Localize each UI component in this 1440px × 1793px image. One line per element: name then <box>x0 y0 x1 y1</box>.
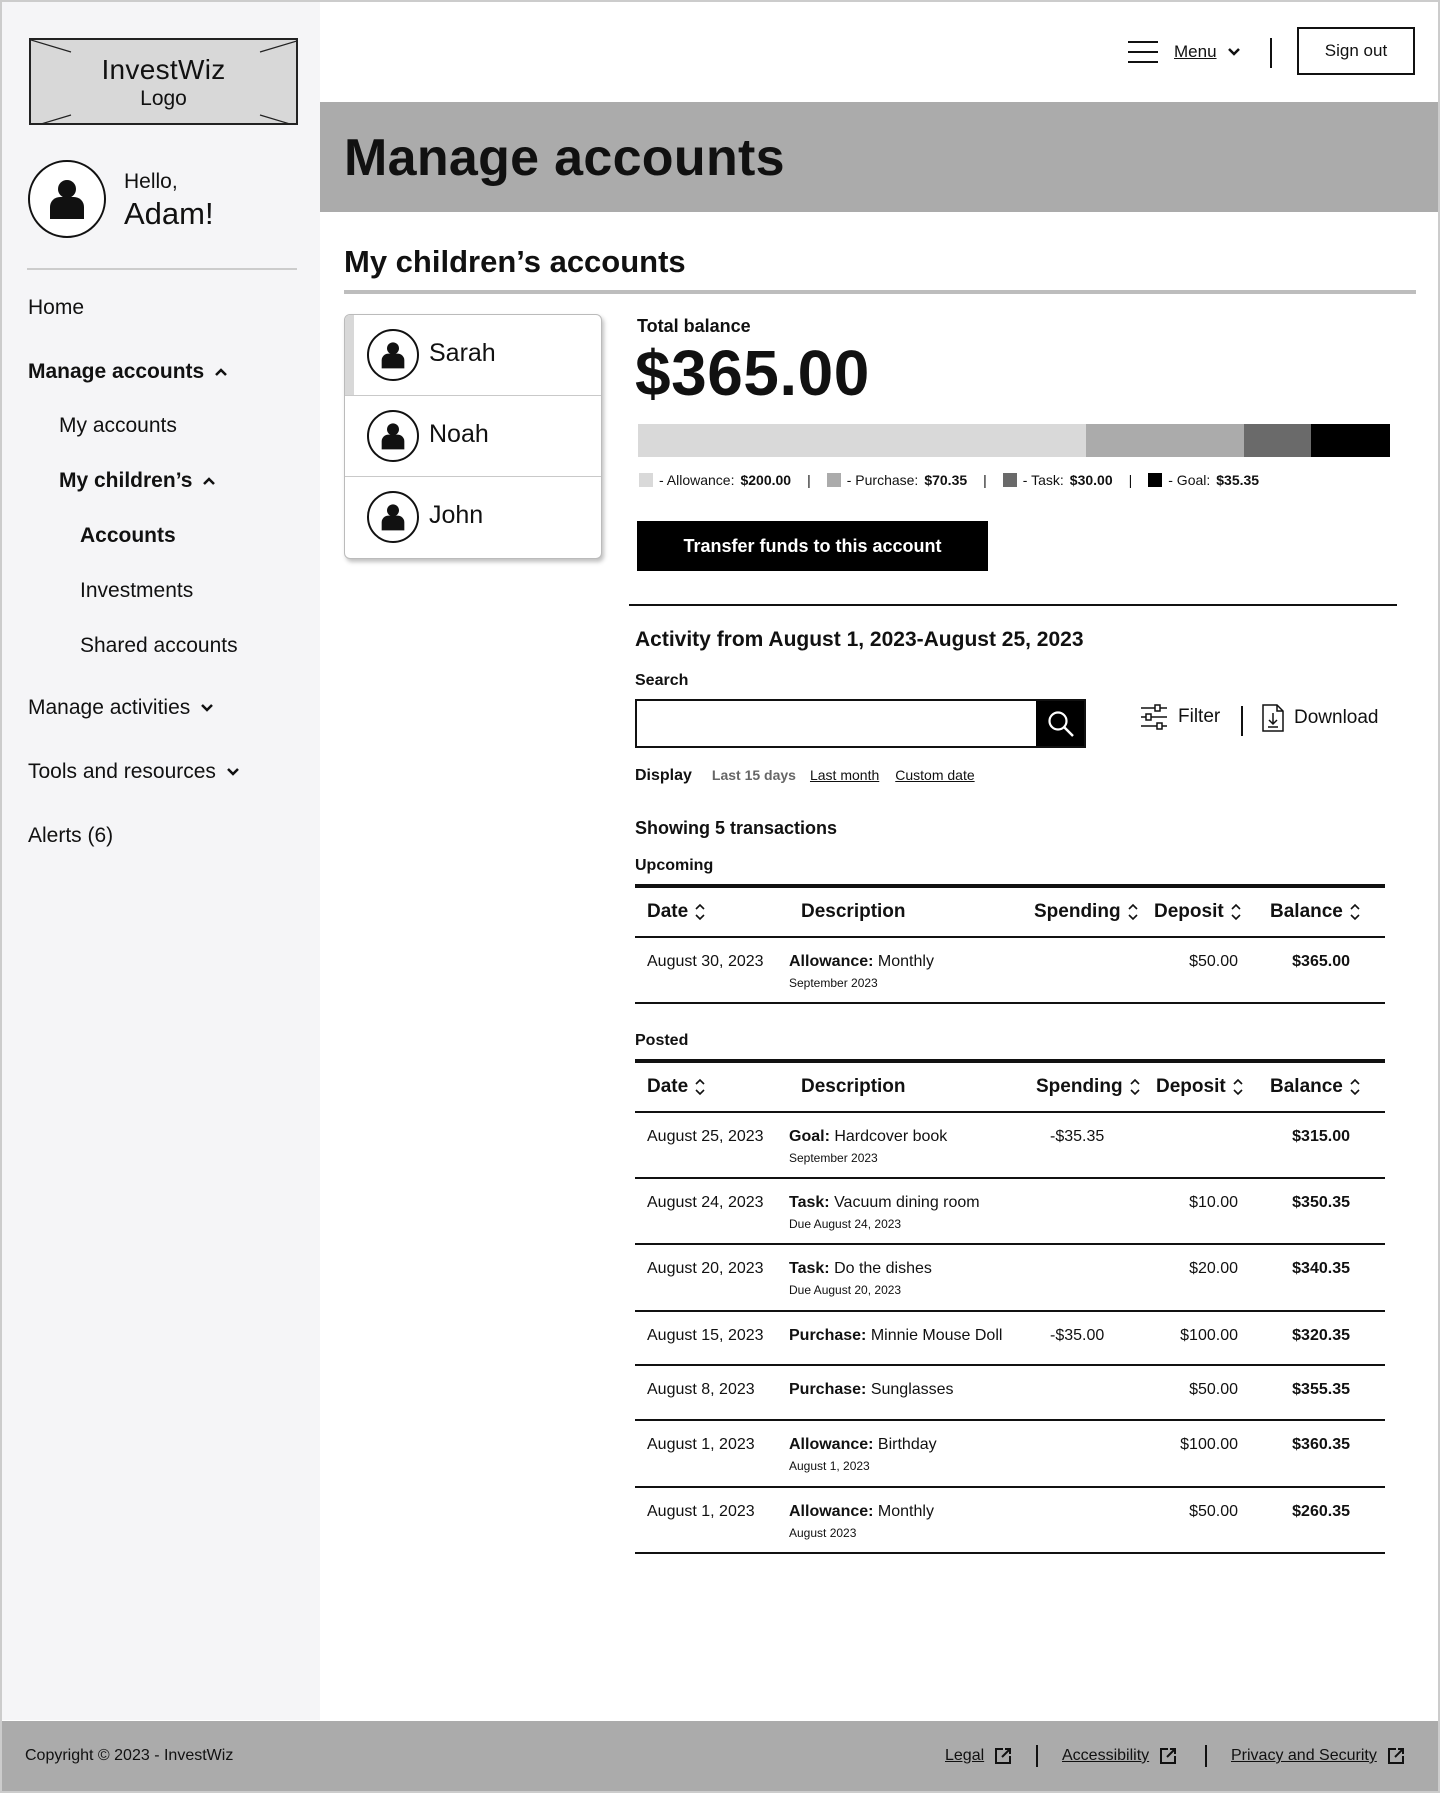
sort-icon[interactable] <box>694 902 706 922</box>
sidebar-item-label: My accounts <box>59 414 177 437</box>
section-divider <box>344 290 1416 294</box>
child-item-noah[interactable] <box>345 396 601 477</box>
sidebar-item-label: My children’s <box>59 469 193 492</box>
sidebar-divider <box>27 268 297 270</box>
sort-icon[interactable] <box>1127 902 1139 922</box>
row-type: Task: <box>789 1260 830 1277</box>
row-spending <box>1024 1420 1144 1487</box>
user-icon <box>28 160 106 238</box>
column-header-label: Spending <box>1034 901 1121 922</box>
sidebar-item-label: Accounts <box>80 524 176 547</box>
display-option-custom-date[interactable]: Custom date <box>895 767 975 783</box>
user-icon <box>367 410 419 462</box>
chevron-down-icon <box>200 703 214 713</box>
legend-value: $70.35 <box>924 472 968 488</box>
sort-icon[interactable] <box>694 1077 706 1097</box>
download-label: Download <box>1294 707 1379 728</box>
column-header-label: Date <box>647 901 689 922</box>
child-name: Noah <box>429 420 489 448</box>
row-subtext: Due August 24, 2023 <box>789 1217 902 1231</box>
chevron-up-icon <box>214 367 228 377</box>
user-name: Adam! <box>124 196 214 231</box>
table-header-row <box>635 1061 1385 1112</box>
row-deposit: $20.00 <box>1144 1244 1258 1311</box>
row-description <box>789 1244 1024 1311</box>
page-banner <box>320 102 1438 212</box>
child-item-sarah[interactable] <box>345 315 601 396</box>
footer-divider <box>1036 1745 1038 1767</box>
legend-separator: | <box>807 472 811 488</box>
column-header-date[interactable] <box>635 886 789 937</box>
row-description <box>789 1487 1024 1553</box>
sidebar-item-investments[interactable] <box>80 579 193 603</box>
upcoming-label: Upcoming <box>635 857 714 874</box>
column-header-label: Date <box>647 1076 689 1097</box>
column-header-label: Description <box>801 901 906 922</box>
column-header-deposit[interactable] <box>1142 886 1258 937</box>
column-header-description <box>789 886 1022 937</box>
row-deposit: $50.00 <box>1144 1365 1258 1420</box>
row-date: August 24, 2023 <box>635 1178 789 1244</box>
legend-label: - Allowance: <box>659 472 735 488</box>
total-balance-label: Total balance <box>637 316 751 336</box>
row-balance: $340.35 <box>1258 1244 1385 1311</box>
row-deposit: $50.00 <box>1142 937 1258 1003</box>
column-header-label: Description <box>801 1076 906 1097</box>
row-date: August 1, 2023 <box>635 1487 789 1553</box>
row-balance: $350.35 <box>1258 1178 1385 1244</box>
column-header-spending[interactable] <box>1022 886 1142 937</box>
row-type: Allowance: <box>789 953 874 970</box>
search-input[interactable] <box>637 701 1037 746</box>
sidebar-item-label: Investments <box>80 579 194 602</box>
row-spending: -$35.35 <box>1024 1112 1144 1178</box>
table-row[interactable] <box>635 1487 1385 1553</box>
balance-legend <box>639 472 1259 488</box>
display-options <box>635 767 991 785</box>
sidebar-item-my-accounts[interactable] <box>59 414 177 438</box>
row-spending <box>1024 1244 1144 1311</box>
filter-label: Filter <box>1178 706 1221 727</box>
table-header-row <box>635 886 1385 937</box>
row-type: Task: <box>789 1194 830 1211</box>
row-type: Purchase: <box>789 1327 867 1344</box>
row-date: August 25, 2023 <box>635 1112 789 1178</box>
upcoming-table <box>635 884 1385 1004</box>
footer-link-legal[interactable] <box>945 1747 1012 1765</box>
sidebar-item-manage-accounts[interactable] <box>28 360 228 384</box>
row-desc: Minnie Mouse Doll <box>870 1327 1003 1344</box>
sign-out-button[interactable]: Sign out <box>1297 27 1415 75</box>
row-description <box>789 1178 1024 1244</box>
row-description <box>789 1112 1024 1178</box>
row-spending <box>1024 1178 1144 1244</box>
row-balance: $260.35 <box>1258 1487 1385 1553</box>
row-description <box>789 1311 1024 1365</box>
download-button[interactable] <box>1262 704 1379 732</box>
column-header-label: Balance <box>1270 901 1343 922</box>
row-desc: Birthday <box>877 1436 937 1453</box>
download-file-icon <box>1262 704 1284 732</box>
posted-label: Posted <box>635 1032 689 1049</box>
copyright-text: Copyright © 2023 - InvestWiz <box>25 1747 234 1764</box>
balance-breakdown-bar <box>638 424 1390 457</box>
row-desc: Sunglasses <box>870 1381 954 1398</box>
sidebar-item-my-childrens[interactable] <box>59 469 216 493</box>
column-header-label: Deposit <box>1154 901 1224 922</box>
search-button[interactable] <box>1036 701 1084 746</box>
row-date: August 15, 2023 <box>635 1311 789 1365</box>
sidebar-item-tools-resources[interactable] <box>28 760 240 784</box>
row-spending: -$35.00 <box>1024 1311 1144 1365</box>
balance-segment <box>1311 424 1390 457</box>
row-date: August 1, 2023 <box>635 1420 789 1487</box>
row-type: Purchase: <box>789 1381 867 1398</box>
legend-label: - Task: <box>1022 472 1064 488</box>
row-deposit: $100.00 <box>1144 1420 1258 1487</box>
row-deposit <box>1144 1112 1258 1178</box>
column-header-deposit[interactable] <box>1144 1061 1258 1112</box>
column-header-spending[interactable] <box>1024 1061 1144 1112</box>
sidebar <box>2 2 320 1720</box>
sort-icon[interactable] <box>1129 1077 1141 1097</box>
external-link-icon <box>1387 1747 1405 1765</box>
search-label: Search <box>635 672 689 689</box>
external-link-icon <box>1159 1747 1177 1765</box>
chevron-down-icon <box>1227 47 1241 57</box>
greeting-text: Hello, <box>124 170 178 193</box>
row-subtext: September 2023 <box>789 1151 878 1165</box>
section-title: My children’s accounts <box>344 244 686 279</box>
legend-separator: | <box>1128 472 1133 488</box>
legend-separator: | <box>983 472 987 488</box>
footer <box>2 1721 1438 1791</box>
row-deposit: $10.00 <box>1144 1178 1258 1244</box>
children-list <box>344 314 602 559</box>
legend-swatch <box>639 473 653 487</box>
filter-button[interactable] <box>1140 704 1220 730</box>
child-name: Sarah <box>429 339 496 367</box>
toolbar-divider <box>1241 706 1243 736</box>
sort-icon[interactable] <box>1349 902 1361 922</box>
row-balance: $365.00 <box>1258 937 1385 1003</box>
footer-link-privacy[interactable] <box>1231 1747 1405 1765</box>
logo-subtitle: Logo <box>140 87 187 110</box>
page-title: Manage accounts <box>344 129 785 187</box>
child-item-john[interactable] <box>345 477 601 558</box>
row-subtext: August 2023 <box>789 1526 857 1540</box>
row-balance: $355.35 <box>1258 1365 1385 1420</box>
row-balance: $315.00 <box>1258 1112 1385 1178</box>
legend-value: $30.00 <box>1069 472 1113 488</box>
footer-link-label: Privacy and Security <box>1231 1747 1377 1764</box>
row-subtext: August 1, 2023 <box>789 1459 870 1473</box>
footer-link-label: Accessibility <box>1062 1747 1150 1764</box>
table-row[interactable] <box>635 1112 1385 1178</box>
transactions-count: Showing 5 transactions <box>635 818 838 838</box>
row-desc: Hardcover book <box>834 1128 948 1145</box>
sort-icon[interactable] <box>1349 1077 1361 1097</box>
row-spending <box>1022 937 1142 1003</box>
legend-swatch <box>1148 473 1162 487</box>
row-description <box>789 937 1022 1003</box>
row-spending <box>1024 1365 1144 1420</box>
table-row[interactable] <box>635 1420 1385 1487</box>
sort-icon[interactable] <box>1230 902 1242 922</box>
row-desc: Vacuum dining room <box>834 1194 980 1211</box>
row-date: August 8, 2023 <box>635 1365 789 1420</box>
sidebar-item-label: Alerts (6) <box>28 824 114 847</box>
display-option-last-15-days[interactable]: Last 15 days <box>711 767 796 783</box>
transfer-funds-button[interactable]: Transfer funds to this account <box>637 521 988 571</box>
row-type: Goal: <box>789 1128 830 1145</box>
legend-swatch <box>1003 473 1017 487</box>
column-header-label: Deposit <box>1156 1076 1226 1097</box>
row-subtext: Due August 20, 2023 <box>789 1283 902 1297</box>
table-row[interactable] <box>635 937 1385 1003</box>
row-subtext: September 2023 <box>789 976 878 990</box>
activity-divider <box>629 604 1397 606</box>
column-header-description <box>789 1061 1024 1112</box>
chevron-up-icon <box>202 476 216 486</box>
footer-divider <box>1205 1745 1207 1767</box>
display-option-last-month[interactable]: Last month <box>809 767 880 783</box>
sort-icon[interactable] <box>1232 1077 1244 1097</box>
column-header-label: Balance <box>1270 1076 1343 1097</box>
sidebar-item-accounts[interactable] <box>80 524 176 548</box>
legend-value: $200.00 <box>740 472 792 488</box>
sidebar-item-label: Manage accounts <box>28 360 205 383</box>
sidebar-item-label: Shared accounts <box>80 634 238 657</box>
menu-toggle[interactable] <box>1128 36 1241 68</box>
search-icon <box>1047 710 1075 738</box>
chevron-down-icon <box>226 767 240 777</box>
row-description <box>789 1420 1024 1487</box>
user-greeting <box>28 160 298 240</box>
column-header-balance[interactable] <box>1258 886 1385 937</box>
user-icon <box>367 491 419 543</box>
column-header-label: Spending <box>1036 1076 1123 1097</box>
table-row[interactable] <box>635 1178 1385 1244</box>
logo-title: InvestWiz <box>101 54 226 85</box>
user-icon <box>367 329 419 381</box>
external-link-icon <box>994 1747 1012 1765</box>
balance-segment <box>638 424 1086 457</box>
total-balance-value: $365.00 <box>635 337 870 409</box>
table-row[interactable] <box>635 1365 1385 1420</box>
logo[interactable] <box>29 38 298 125</box>
row-description <box>789 1365 1024 1420</box>
legend-label: - Goal: <box>1168 472 1211 488</box>
sidebar-item-label: Home <box>28 296 85 319</box>
column-header-balance[interactable] <box>1258 1061 1385 1112</box>
row-balance: $360.35 <box>1258 1420 1385 1487</box>
row-date: August 20, 2023 <box>635 1244 789 1311</box>
legend-label: - Purchase: <box>846 472 919 488</box>
row-desc: Do the dishes <box>834 1260 932 1277</box>
column-header-date[interactable] <box>635 1061 789 1112</box>
table-row[interactable] <box>635 1244 1385 1311</box>
sidebar-item-manage-activities[interactable] <box>28 696 214 720</box>
footer-link-label: Legal <box>945 1747 985 1764</box>
legend-value: $35.35 <box>1216 472 1260 488</box>
row-deposit: $50.00 <box>1144 1487 1258 1553</box>
footer-link-accessibility[interactable] <box>1062 1747 1177 1765</box>
row-balance: $320.35 <box>1258 1311 1385 1365</box>
legend-swatch <box>827 473 841 487</box>
filter-sliders-icon <box>1140 704 1168 730</box>
row-desc: Monthly <box>877 1503 934 1520</box>
menu-label: Menu <box>1174 42 1217 61</box>
hamburger-icon <box>1128 40 1158 64</box>
sidebar-item-label: Manage activities <box>28 696 191 719</box>
row-spending <box>1024 1487 1144 1553</box>
table-row[interactable] <box>635 1311 1385 1365</box>
row-type: Allowance: <box>789 1436 874 1453</box>
row-deposit: $100.00 <box>1144 1311 1258 1365</box>
search-box <box>635 699 1086 748</box>
balance-segment <box>1086 424 1244 457</box>
sidebar-item-label: Tools and resources <box>28 760 216 783</box>
activity-title: Activity from August 1, 2023-August 25, 2023 <box>635 628 1084 651</box>
sidebar-item-home[interactable] <box>28 296 84 320</box>
row-desc: Monthly <box>877 953 934 970</box>
posted-table <box>635 1059 1385 1554</box>
topbar-divider <box>1270 38 1272 68</box>
row-type: Allowance: <box>789 1503 874 1520</box>
display-label: Display <box>635 767 692 784</box>
sidebar-item-shared-accounts[interactable] <box>80 634 238 658</box>
row-date: August 30, 2023 <box>635 937 789 1003</box>
balance-segment <box>1244 424 1311 457</box>
child-name: John <box>429 501 484 529</box>
sidebar-item-alerts[interactable] <box>28 824 113 848</box>
